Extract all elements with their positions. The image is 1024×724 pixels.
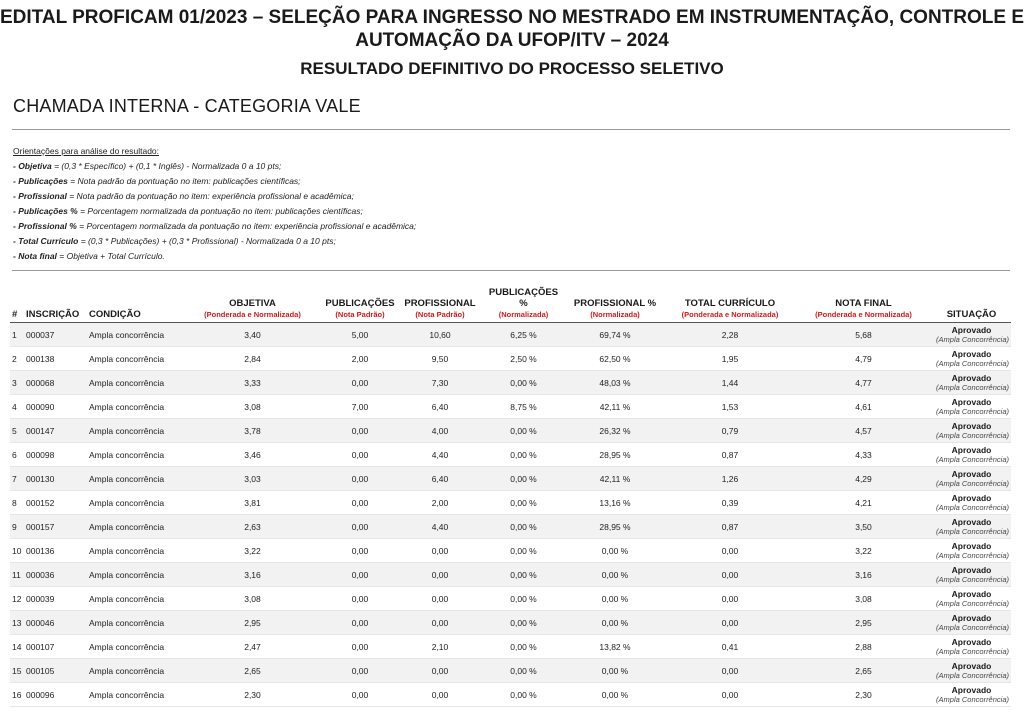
table-row xyxy=(10,611,1011,635)
guidance-term: - Profissional xyxy=(13,191,67,201)
guidance-text: = Porcentagem normalizada da pontuação no item: experiência profissional e acadêmica; xyxy=(76,221,417,231)
cell-nota-final: 5,68 xyxy=(795,323,932,347)
cell-situacao xyxy=(932,491,1011,515)
cell-objetiva: 3,08 xyxy=(183,395,322,419)
cell-profissional: 10,60 xyxy=(398,323,482,347)
situacao-status: Aprovado xyxy=(951,636,992,647)
situacao-status: Aprovado xyxy=(951,540,992,551)
cell-profissional-pct: 0,00 % xyxy=(565,659,665,683)
cell-nota-final: 4,77 xyxy=(795,371,932,395)
cell-situacao xyxy=(932,563,1011,587)
cell-profissional-pct: 48,03 % xyxy=(565,371,665,395)
header-profissional xyxy=(398,287,482,323)
document-title xyxy=(0,6,1024,52)
cell-profissional-pct: 0,00 % xyxy=(565,539,665,563)
guidance-term: - Total Currículo xyxy=(13,236,79,246)
results-table-body xyxy=(10,323,1011,707)
cell-inscricao: 000036 xyxy=(24,563,87,587)
cell-publicacoes: 0,00 xyxy=(322,443,398,467)
cell-publicacoes: 0,00 xyxy=(322,659,398,683)
cell-inscricao: 000136 xyxy=(24,539,87,563)
cell-condicao: Ampla concorrência xyxy=(87,491,183,515)
cell-nota-final: 3,08 xyxy=(795,587,932,611)
cell-condicao: Ampla concorrência xyxy=(87,563,183,587)
cell-condicao: Ampla concorrência xyxy=(87,611,183,635)
situacao-status: Aprovado xyxy=(951,468,992,479)
cell-publicacoes: 0,00 xyxy=(322,467,398,491)
cell-situacao xyxy=(932,467,1011,491)
cell-objetiva: 3,40 xyxy=(183,323,322,347)
cell-publicacoes-pct: 0,00 % xyxy=(482,371,565,395)
cell-total-curriculo: 0,41 xyxy=(665,635,795,659)
cell-objetiva: 3,78 xyxy=(183,419,322,443)
document-subtitle: RESULTADO DEFINITIVO DO PROCESSO SELETIVO xyxy=(300,59,724,78)
cell-situacao xyxy=(932,419,1011,443)
guidance-text: = Nota padrão da pontuação no item: experiência profissional e acadêmica; xyxy=(66,191,354,201)
cell-inscricao: 000068 xyxy=(24,371,87,395)
cell-objetiva: 3,22 xyxy=(183,539,322,563)
situacao-category: (Ampla Concorrência) xyxy=(936,334,1009,344)
guidance-item xyxy=(13,219,416,234)
situacao-category: (Ampla Concorrência) xyxy=(936,622,1009,632)
situacao-status: Aprovado xyxy=(951,588,992,599)
guidance-item xyxy=(13,204,416,219)
cell-profissional-pct: 0,00 % xyxy=(565,611,665,635)
cell-profissional: 6,40 xyxy=(398,467,482,491)
cell-condicao: Ampla concorrência xyxy=(87,515,183,539)
cell-publicacoes: 2,00 xyxy=(322,347,398,371)
cell-situacao xyxy=(932,371,1011,395)
situacao-category: (Ampla Concorrência) xyxy=(936,574,1009,584)
cell-total-curriculo: 2,28 xyxy=(665,323,795,347)
cell-nota-final: 4,57 xyxy=(795,419,932,443)
header-profissional-pct-sub: (Normalizada) xyxy=(590,310,640,319)
cell-publicacoes: 0,00 xyxy=(322,539,398,563)
cell-profissional-pct: 26,32 % xyxy=(565,419,665,443)
cell-number: 4 xyxy=(10,395,24,419)
cell-condicao: Ampla concorrência xyxy=(87,419,183,443)
header-publicacoes xyxy=(322,287,398,323)
guidance-text: = (0,3 * Publicações) + (0,3 * Profissional) - Normalizada 0 a 10 pts; xyxy=(78,236,336,246)
cell-nota-final: 4,29 xyxy=(795,467,932,491)
cell-total-curriculo: 0,87 xyxy=(665,515,795,539)
cell-profissional-pct: 62,50 % xyxy=(565,347,665,371)
table-row xyxy=(10,467,1011,491)
cell-objetiva: 2,84 xyxy=(183,347,322,371)
guidance-list xyxy=(13,159,416,264)
cell-profissional: 4,00 xyxy=(398,419,482,443)
cell-situacao xyxy=(932,323,1011,347)
divider-top xyxy=(12,129,1010,130)
cell-total-curriculo: 1,95 xyxy=(665,347,795,371)
cell-condicao: Ampla concorrência xyxy=(87,635,183,659)
cell-publicacoes-pct: 0,00 % xyxy=(482,491,565,515)
cell-inscricao: 000096 xyxy=(24,683,87,707)
situacao-category: (Ampla Concorrência) xyxy=(936,646,1009,656)
cell-situacao xyxy=(932,443,1011,467)
cell-profissional: 0,00 xyxy=(398,539,482,563)
table-row xyxy=(10,683,1011,707)
cell-total-curriculo: 0,00 xyxy=(665,563,795,587)
cell-nota-final: 2,88 xyxy=(795,635,932,659)
table-row xyxy=(10,347,1011,371)
cell-publicacoes: 0,00 xyxy=(322,419,398,443)
cell-nota-final: 3,50 xyxy=(795,515,932,539)
cell-condicao: Ampla concorrência xyxy=(87,659,183,683)
header-profissional-label: PROFISSIONAL xyxy=(404,298,476,309)
cell-situacao xyxy=(932,659,1011,683)
document-title-line-2: AUTOMAÇÃO DA UFOP/ITV – 2024 xyxy=(355,30,669,51)
cell-publicacoes-pct: 0,00 % xyxy=(482,563,565,587)
header-profissional-sub: (Nota Padrão) xyxy=(415,310,465,319)
cell-inscricao: 000107 xyxy=(24,635,87,659)
situacao-category: (Ampla Concorrência) xyxy=(936,502,1009,512)
guidance-item xyxy=(13,249,416,264)
guidance-item xyxy=(13,159,416,174)
cell-profissional: 0,00 xyxy=(398,587,482,611)
situacao-status: Aprovado xyxy=(951,348,992,359)
cell-inscricao: 000037 xyxy=(24,323,87,347)
cell-publicacoes: 0,00 xyxy=(322,563,398,587)
cell-number: 7 xyxy=(10,467,24,491)
cell-condicao: Ampla concorrência xyxy=(87,467,183,491)
cell-publicacoes: 0,00 xyxy=(322,611,398,635)
cell-profissional: 0,00 xyxy=(398,563,482,587)
cell-objetiva: 3,16 xyxy=(183,563,322,587)
cell-nota-final: 4,21 xyxy=(795,491,932,515)
cell-publicacoes: 0,00 xyxy=(322,587,398,611)
situacao-category: (Ampla Concorrência) xyxy=(936,670,1009,680)
cell-situacao xyxy=(932,683,1011,707)
cell-situacao xyxy=(932,635,1011,659)
header-inscricao: INSCRIÇÃO xyxy=(24,287,87,323)
header-publicacoes-pct xyxy=(482,287,565,323)
cell-nota-final: 3,16 xyxy=(795,563,932,587)
cell-profissional-pct: 0,00 % xyxy=(565,683,665,707)
header-total-curriculo-label: TOTAL CURRÍCULO xyxy=(684,298,776,309)
guidance-item xyxy=(13,189,416,204)
table-row xyxy=(10,515,1011,539)
cell-inscricao: 000046 xyxy=(24,611,87,635)
cell-publicacoes: 0,00 xyxy=(322,515,398,539)
cell-publicacoes-pct: 0,00 % xyxy=(482,419,565,443)
header-objetiva xyxy=(183,287,322,323)
header-nota-final xyxy=(795,287,932,323)
header-situacao: SITUAÇÃO xyxy=(932,287,1011,323)
cell-inscricao: 000157 xyxy=(24,515,87,539)
cell-total-curriculo: 1,44 xyxy=(665,371,795,395)
guidance-block xyxy=(13,144,416,264)
table-row xyxy=(10,659,1011,683)
guidance-term: - Nota final xyxy=(13,251,57,261)
cell-publicacoes: 0,00 xyxy=(322,371,398,395)
cell-publicacoes-pct: 0,00 % xyxy=(482,443,565,467)
cell-profissional: 4,40 xyxy=(398,515,482,539)
header-profissional-pct-label: PROFISSIONAL % xyxy=(573,298,657,309)
cell-profissional: 4,40 xyxy=(398,443,482,467)
table-row xyxy=(10,635,1011,659)
cell-condicao: Ampla concorrência xyxy=(87,371,183,395)
table-row xyxy=(10,323,1011,347)
cell-profissional: 2,10 xyxy=(398,635,482,659)
table-row xyxy=(10,371,1011,395)
table-row xyxy=(10,395,1011,419)
situacao-category: (Ampla Concorrência) xyxy=(936,598,1009,608)
cell-number: 11 xyxy=(10,563,24,587)
guidance-term: - Publicações % xyxy=(13,206,78,216)
cell-nota-final: 4,61 xyxy=(795,395,932,419)
cell-publicacoes: 5,00 xyxy=(322,323,398,347)
guidance-text: = (0,3 * Específico) + (0,1 * Inglês) - Normalizada 0 a 10 pts; xyxy=(51,161,282,171)
situacao-status: Aprovado xyxy=(951,612,992,623)
cell-condicao: Ampla concorrência xyxy=(87,347,183,371)
situacao-status: Aprovado xyxy=(951,444,992,455)
cell-publicacoes-pct: 6,25 % xyxy=(482,323,565,347)
cell-total-curriculo: 1,26 xyxy=(665,467,795,491)
cell-situacao xyxy=(932,515,1011,539)
cell-nota-final: 4,33 xyxy=(795,443,932,467)
cell-publicacoes-pct: 0,00 % xyxy=(482,635,565,659)
cell-condicao: Ampla concorrência xyxy=(87,395,183,419)
document-title-line-1: EDITAL PROFICAM 01/2023 – SELEÇÃO PARA INGRESSO NO MESTRADO EM INSTRUMENTAÇÃO, CONTROLE E xyxy=(0,7,1024,28)
cell-number: 5 xyxy=(10,419,24,443)
situacao-status: Aprovado xyxy=(951,660,992,671)
cell-objetiva: 3,08 xyxy=(183,587,322,611)
cell-situacao xyxy=(932,539,1011,563)
cell-publicacoes-pct: 0,00 % xyxy=(482,539,565,563)
guidance-text: = Nota padrão da pontuação no item: publicações científicas; xyxy=(67,176,301,186)
cell-total-curriculo: 1,53 xyxy=(665,395,795,419)
cell-publicacoes-pct: 0,00 % xyxy=(482,611,565,635)
guidance-text: = Porcentagem normalizada da pontuação no item: publicações científicas; xyxy=(77,206,363,216)
header-nota-final-label: NOTA FINAL xyxy=(835,298,892,309)
cell-number: 2 xyxy=(10,347,24,371)
cell-inscricao: 000090 xyxy=(24,395,87,419)
guidance-term: - Publicações xyxy=(13,176,68,186)
cell-publicacoes-pct: 0,00 % xyxy=(482,467,565,491)
cell-objetiva: 2,65 xyxy=(183,659,322,683)
cell-nota-final: 3,22 xyxy=(795,539,932,563)
results-table-header xyxy=(10,287,1011,323)
cell-nota-final: 4,79 xyxy=(795,347,932,371)
cell-number: 16 xyxy=(10,683,24,707)
cell-profissional: 9,50 xyxy=(398,347,482,371)
cell-inscricao: 000147 xyxy=(24,419,87,443)
cell-situacao xyxy=(932,611,1011,635)
cell-profissional-pct: 28,95 % xyxy=(565,515,665,539)
situacao-category: (Ampla Concorrência) xyxy=(936,454,1009,464)
cell-profissional: 7,30 xyxy=(398,371,482,395)
cell-objetiva: 3,33 xyxy=(183,371,322,395)
cell-objetiva: 2,47 xyxy=(183,635,322,659)
header-number: # xyxy=(10,287,24,323)
cell-nota-final: 2,65 xyxy=(795,659,932,683)
cell-total-curriculo: 0,00 xyxy=(665,587,795,611)
situacao-category: (Ampla Concorrência) xyxy=(936,694,1009,704)
table-row xyxy=(10,539,1011,563)
cell-objetiva: 2,30 xyxy=(183,683,322,707)
header-objetiva-label: OBJETIVA xyxy=(229,298,276,309)
cell-total-curriculo: 0,79 xyxy=(665,419,795,443)
cell-total-curriculo: 0,39 xyxy=(665,491,795,515)
cell-publicacoes-pct: 0,00 % xyxy=(482,659,565,683)
header-profissional-pct xyxy=(565,287,665,323)
cell-total-curriculo: 0,00 xyxy=(665,683,795,707)
cell-total-curriculo: 0,00 xyxy=(665,611,795,635)
guidance-text: = Objetiva + Total Currículo. xyxy=(56,251,165,261)
section-title: CHAMADA INTERNA - CATEGORIA VALE xyxy=(13,96,361,116)
cell-publicacoes: 0,00 xyxy=(322,491,398,515)
header-publicacoes-pct-label: PUBLICAÇÕES % xyxy=(488,287,559,309)
situacao-status: Aprovado xyxy=(951,420,992,431)
cell-nota-final: 2,30 xyxy=(795,683,932,707)
results-table xyxy=(10,287,1011,707)
cell-number: 10 xyxy=(10,539,24,563)
cell-profissional: 2,00 xyxy=(398,491,482,515)
situacao-status: Aprovado xyxy=(951,372,992,383)
cell-condicao: Ampla concorrência xyxy=(87,443,183,467)
cell-publicacoes-pct: 0,00 % xyxy=(482,515,565,539)
cell-number: 15 xyxy=(10,659,24,683)
header-condicao: CONDIÇÃO xyxy=(87,287,183,323)
table-row xyxy=(10,443,1011,467)
header-total-curriculo-sub: (Ponderada e Normalizada) xyxy=(681,310,779,319)
cell-inscricao: 000130 xyxy=(24,467,87,491)
cell-publicacoes: 0,00 xyxy=(322,683,398,707)
cell-profissional: 0,00 xyxy=(398,683,482,707)
header-nota-final-sub: (Ponderada e Normalizada) xyxy=(815,310,912,319)
situacao-status: Aprovado xyxy=(951,492,992,503)
cell-total-curriculo: 0,00 xyxy=(665,659,795,683)
situacao-category: (Ampla Concorrência) xyxy=(936,430,1009,440)
cell-profissional-pct: 42,11 % xyxy=(565,395,665,419)
cell-profissional-pct: 42,11 % xyxy=(565,467,665,491)
cell-number: 3 xyxy=(10,371,24,395)
cell-publicacoes-pct: 2,50 % xyxy=(482,347,565,371)
cell-total-curriculo: 0,00 xyxy=(665,539,795,563)
guidance-item xyxy=(13,174,416,189)
cell-number: 8 xyxy=(10,491,24,515)
cell-profissional-pct: 28,95 % xyxy=(565,443,665,467)
cell-inscricao: 000098 xyxy=(24,443,87,467)
header-publicacoes-label: PUBLICAÇÕES xyxy=(325,298,395,309)
header-row xyxy=(10,287,1011,323)
header-publicacoes-pct-sub: (Normalizada) xyxy=(498,310,549,319)
table-row xyxy=(10,491,1011,515)
cell-number: 6 xyxy=(10,443,24,467)
cell-total-curriculo: 0,87 xyxy=(665,443,795,467)
situacao-category: (Ampla Concorrência) xyxy=(936,478,1009,488)
cell-inscricao: 000152 xyxy=(24,491,87,515)
cell-number: 14 xyxy=(10,635,24,659)
situacao-category: (Ampla Concorrência) xyxy=(936,526,1009,536)
cell-publicacoes-pct: 8,75 % xyxy=(482,395,565,419)
cell-profissional-pct: 0,00 % xyxy=(565,563,665,587)
cell-objetiva: 2,63 xyxy=(183,515,322,539)
cell-number: 12 xyxy=(10,587,24,611)
cell-inscricao: 000039 xyxy=(24,587,87,611)
situacao-category: (Ampla Concorrência) xyxy=(936,382,1009,392)
situacao-category: (Ampla Concorrência) xyxy=(936,406,1009,416)
cell-number: 1 xyxy=(10,323,24,347)
cell-objetiva: 3,81 xyxy=(183,491,322,515)
cell-profissional: 0,00 xyxy=(398,611,482,635)
table-row xyxy=(10,419,1011,443)
situacao-status: Aprovado xyxy=(951,324,992,335)
cell-condicao: Ampla concorrência xyxy=(87,323,183,347)
cell-number: 9 xyxy=(10,515,24,539)
situacao-status: Aprovado xyxy=(951,516,992,527)
cell-profissional-pct: 69,74 % xyxy=(565,323,665,347)
guidance-item xyxy=(13,234,416,249)
cell-publicacoes: 0,00 xyxy=(322,635,398,659)
cell-profissional: 6,40 xyxy=(398,395,482,419)
cell-situacao xyxy=(932,395,1011,419)
situacao-category: (Ampla Concorrência) xyxy=(936,550,1009,560)
cell-objetiva: 3,46 xyxy=(183,443,322,467)
cell-condicao: Ampla concorrência xyxy=(87,539,183,563)
situacao-status: Aprovado xyxy=(951,684,992,695)
cell-situacao xyxy=(932,347,1011,371)
cell-objetiva: 2,95 xyxy=(183,611,322,635)
cell-profissional-pct: 13,82 % xyxy=(565,635,665,659)
header-total-curriculo xyxy=(665,287,795,323)
guidance-term: - Profissional % xyxy=(13,221,77,231)
cell-objetiva: 3,03 xyxy=(183,467,322,491)
cell-profissional-pct: 13,16 % xyxy=(565,491,665,515)
cell-publicacoes-pct: 0,00 % xyxy=(482,587,565,611)
guidance-term: - Objetiva xyxy=(13,161,52,171)
cell-situacao xyxy=(932,587,1011,611)
cell-number: 13 xyxy=(10,611,24,635)
cell-publicacoes: 7,00 xyxy=(322,395,398,419)
cell-inscricao: 000105 xyxy=(24,659,87,683)
header-publicacoes-sub: (Nota Padrão) xyxy=(335,310,385,319)
situacao-status: Aprovado xyxy=(951,396,992,407)
cell-condicao: Ampla concorrência xyxy=(87,683,183,707)
table-row xyxy=(10,563,1011,587)
table-row xyxy=(10,587,1011,611)
divider-bottom xyxy=(12,270,1010,271)
header-objetiva-sub: (Ponderada e Normalizada) xyxy=(204,310,301,319)
cell-publicacoes-pct: 0,00 % xyxy=(482,683,565,707)
cell-profissional: 0,00 xyxy=(398,659,482,683)
cell-nota-final: 2,95 xyxy=(795,611,932,635)
guidance-heading: Orientações para análise do resultado: xyxy=(13,146,160,156)
cell-profissional-pct: 0,00 % xyxy=(565,587,665,611)
situacao-category: (Ampla Concorrência) xyxy=(936,358,1009,368)
cell-inscricao: 000138 xyxy=(24,347,87,371)
situacao-status: Aprovado xyxy=(951,564,992,575)
cell-condicao: Ampla concorrência xyxy=(87,587,183,611)
